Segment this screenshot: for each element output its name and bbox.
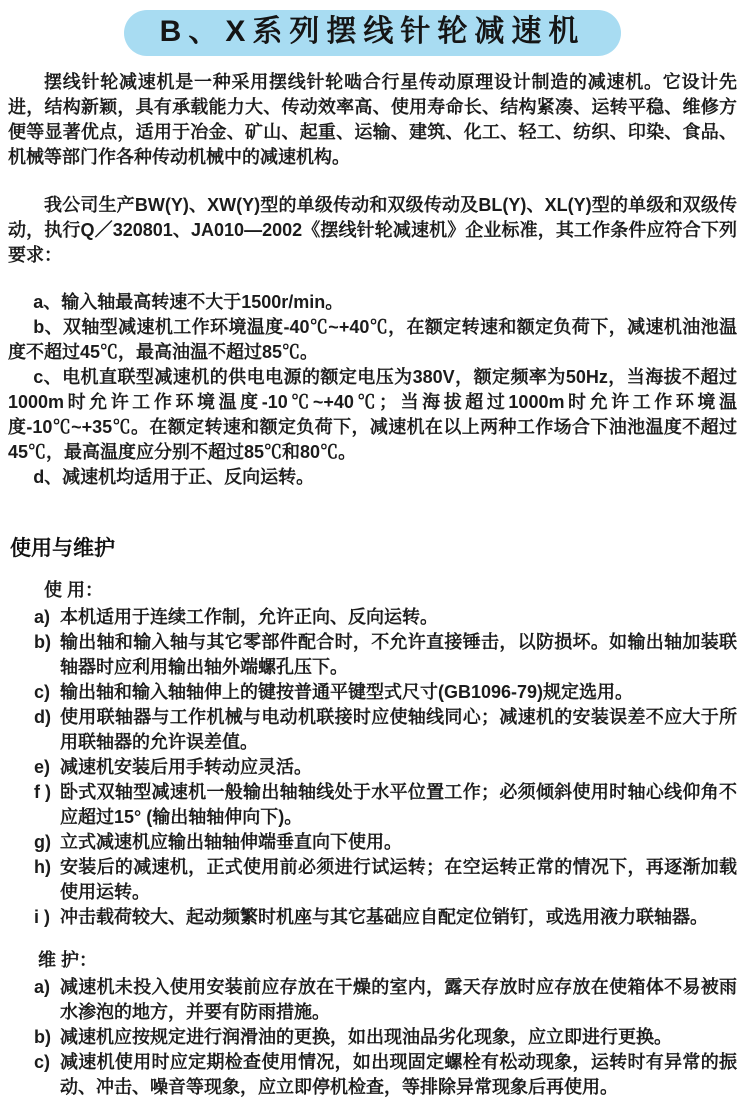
operating-conditions	[8, 290, 737, 490]
condition-item-d: d、减速机均适用于正、反向运转。	[33, 467, 315, 487]
usage-item	[34, 630, 737, 680]
item-marker: h)	[34, 857, 51, 877]
item-text: 安装后的减速机，正式使用前必须进行试运转；在空运转正常的情况下，再逐渐加载使用运转。	[60, 857, 737, 902]
maintenance-item	[34, 1050, 737, 1100]
item-text: 输出轴和输入轴与其它零部件配合时，不允许直接锤击，以防损坏。如输出轴加装联轴器时应利用输出轴外端螺孔压下。	[60, 632, 737, 677]
usage-item	[34, 830, 737, 855]
maintenance-list	[8, 975, 737, 1100]
usage-list	[8, 605, 737, 930]
item-marker: b)	[34, 632, 51, 652]
usage-item	[34, 755, 737, 780]
section-heading-usage-maintenance: 使用与维护	[10, 537, 115, 560]
item-text: 立式减速机应输出轴轴伸端垂直向下使用。	[60, 832, 402, 852]
title-banner	[8, 10, 737, 56]
item-marker: d)	[34, 707, 51, 727]
item-text: 减速机未投入使用安装前应存放在干燥的室内，露天存放时应存放在使箱体不易被雨水渗泡的地方，并要有防雨措施。	[60, 977, 737, 1022]
maintenance-item	[34, 975, 737, 1025]
item-marker: a)	[34, 607, 51, 627]
item-text: 本机适用于连续工作制，允许正向、反向运转。	[60, 607, 438, 627]
condition-item-b: b、双轴型减速机工作环境温度-40℃~+40℃，在额定转速和额定负荷下，减速机油池温度不超过45℃，最高油温不超过85℃。	[8, 317, 737, 362]
usage-item	[34, 780, 737, 830]
item-marker: c)	[34, 1052, 51, 1072]
intro-paragraph-2: 我公司生产BW(Y)、XW(Y)型的单级传动和双级传动及BL(Y)、XL(Y)型的单级和双级传动，执行Q／320801、JA010—2002《摆线针轮减速机》企业标准，其工作条件应符合下列要求：	[8, 195, 737, 265]
item-text: 减速机使用时应定期检查使用情况，如出现固定螺栓有松动现象，运转时有异常的振动、冲击、噪音等现象，应立即停机检查，等排除异常现象后再使用。	[60, 1052, 737, 1097]
item-text: 减速机安装后用手转动应灵活。	[60, 757, 312, 777]
item-marker: c)	[34, 682, 51, 702]
usage-item	[34, 855, 737, 905]
item-marker: f )	[34, 782, 51, 802]
item-text: 减速机应按规定进行润滑油的更换，如出现油品劣化现象，应立即进行更换。	[60, 1027, 672, 1047]
condition-item-a: a、输入轴最高转速不大于1500r/min。	[33, 292, 344, 312]
item-marker: a)	[34, 977, 51, 997]
item-text: 使用联轴器与工作机械与电动机联接时应使轴线同心；减速机的安装误差不应大于所用联轴器的允许误差值。	[60, 707, 737, 752]
item-marker: i )	[34, 907, 50, 927]
usage-item	[34, 680, 737, 705]
usage-item	[34, 905, 737, 930]
intro-paragraph-1: 摆线针轮减速机是一种采用摆线针轮啮合行星传动原理设计制造的减速机。它设计先进，结构新颖，具有承载能力大、传动效率高、使用寿命长、结构紧凑、运转平稳、维修方便等显著优点，适用于冶金、矿山、起重、运输、建筑、化工、轻工、纺织、印染、食品、机械等部门作各种传动机械中的减速机构。	[8, 72, 737, 167]
item-text: 卧式双轴型减速机一般输出轴轴线处于水平位置工作；必须倾斜使用时轴心线仰角不应超过15° (输出轴轴伸向下)。	[60, 782, 737, 827]
maintenance-subheading: 维 护：	[38, 950, 98, 970]
item-text: 冲击载荷较大、起动频繁时机座与其它基础应自配定位销钉，或选用液力联轴器。	[60, 907, 708, 927]
usage-item	[34, 605, 737, 630]
page-title: B、X系列摆线针轮减速机	[124, 10, 622, 56]
item-marker: e)	[34, 757, 51, 777]
item-marker: b)	[34, 1027, 51, 1047]
condition-item-c: c、电机直联型减速机的供电电源的额定电压为380V，额定频率为50Hz，当海拔不超过1000m时允许工作环境温度-10℃~+40℃；当海拔超过1000m时允许工作环境温度-10℃~+35℃。在额定转速和额定负荷下，减速机在以上两种工作场合下油池温度不超过45℃，最高温度应分别不超过85℃和80℃。	[8, 367, 737, 462]
usage-item	[34, 705, 737, 755]
maintenance-item	[34, 1025, 737, 1050]
usage-subheading: 使 用：	[44, 580, 104, 600]
item-marker: g)	[34, 832, 51, 852]
item-text: 输出轴和输入轴轴伸上的键按普通平键型式尺寸(GB1096-79)规定选用。	[60, 682, 634, 702]
